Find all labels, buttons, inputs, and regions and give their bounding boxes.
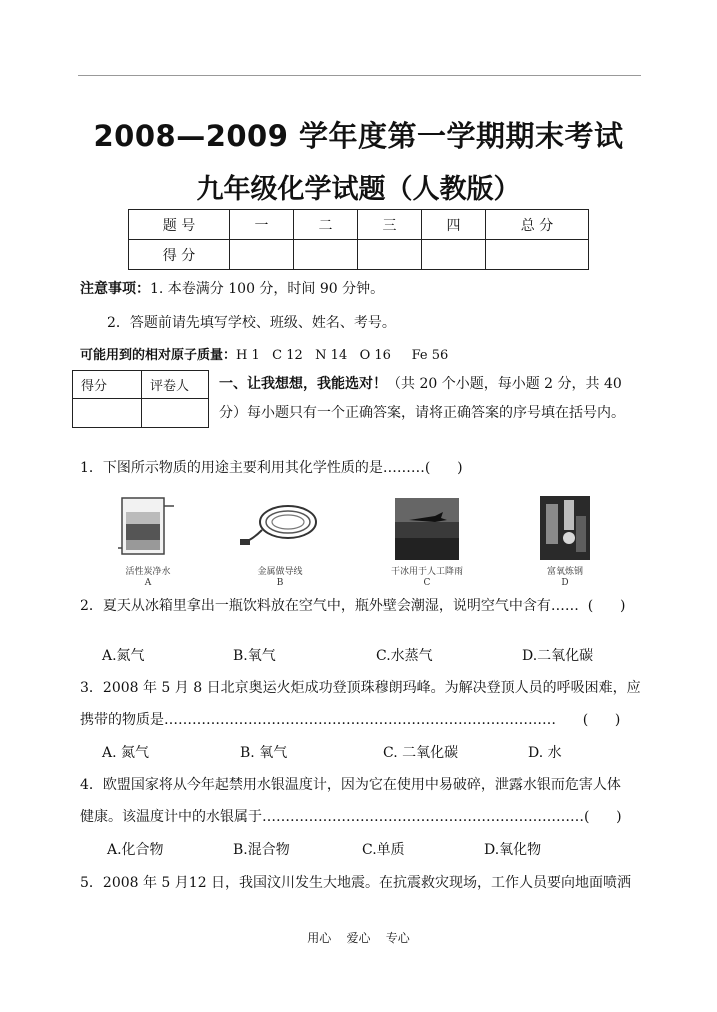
score-table-score-row bbox=[129, 240, 589, 270]
question-3-stem-1: 3．2008 年 5 月 8 日北京奥运火炬成功登顶珠穆朗玛峰。为解决登顶人员的呼吸困难，应 bbox=[80, 680, 641, 696]
figure-d-letter: D bbox=[561, 578, 569, 588]
figure-wire-image bbox=[238, 498, 322, 552]
atomic-mass-line bbox=[80, 344, 448, 363]
exam-title: 2008—2009 学年度第一学期期末考试 bbox=[93, 119, 624, 153]
score-cell-1[interactable] bbox=[230, 240, 294, 270]
grader-name-label: 评卷人 bbox=[142, 371, 209, 399]
score-table bbox=[128, 209, 589, 270]
figure-b-caption-block bbox=[240, 567, 320, 589]
figure-d-caption: 富氧炼钢 bbox=[546, 567, 583, 577]
figure-activated-carbon-image bbox=[118, 494, 176, 558]
section1-text-2: 分）每小题只有一个正确答案，请将正确答案的序号填在括号内。 bbox=[219, 405, 625, 421]
question-2-option-b[interactable]: B.氧气 bbox=[233, 648, 276, 664]
exam-subtitle: 九年级化学试题（人教版） bbox=[196, 174, 521, 205]
figure-d-caption-block bbox=[525, 567, 605, 589]
figure-c-letter: C bbox=[423, 578, 431, 588]
atomic-mass-label: 可能用到的相对原子质量： bbox=[80, 348, 237, 363]
question-2-option-d[interactable]: D.二氧化碳 bbox=[522, 648, 594, 664]
score-row-label: 得 分 bbox=[129, 240, 230, 270]
atomic-mass-values: H 1 C 12 N 14 O 16 Fe 56 bbox=[236, 348, 449, 363]
score-cell-4[interactable] bbox=[422, 240, 486, 270]
figure-c-caption: 干冰用于人工降雨 bbox=[390, 567, 463, 577]
figure-c-caption-block bbox=[375, 567, 479, 589]
figure-a-letter: A bbox=[144, 578, 152, 588]
question-4-stem-2: 健康。该温度计中的水银属于……………………………………………………………( ) bbox=[80, 809, 622, 825]
question-2-option-c[interactable]: C.水蒸气 bbox=[376, 648, 433, 664]
figure-steelmaking-image bbox=[540, 496, 590, 560]
figure-b-caption: 金属做导线 bbox=[257, 567, 303, 577]
grader-name-cell[interactable] bbox=[142, 399, 209, 428]
score-cell-3[interactable] bbox=[358, 240, 422, 270]
question-4-option-b[interactable]: B.混合物 bbox=[233, 842, 290, 858]
figure-dry-ice-image bbox=[395, 498, 459, 560]
question-3-stem-2: 携带的物质是………………………………………………………………………… ( ) bbox=[80, 712, 621, 728]
question-2-stem: 2．夏天从冰箱里拿出一瓶饮料放在空气中，瓶外壁会潮湿，说明空气中含有…… ( ) bbox=[80, 598, 626, 614]
figure-b-letter: B bbox=[276, 578, 284, 588]
notes-line-1 bbox=[80, 278, 384, 298]
question-4-option-c[interactable]: C.单质 bbox=[362, 842, 405, 858]
figure-a-caption-block bbox=[108, 567, 188, 589]
notes-item-2: 2．答题前请先填写学校、班级、姓名、考号。 bbox=[107, 315, 396, 331]
question-1-stem: 1．下图所示物质的用途主要利用其化学性质的是………( ) bbox=[80, 460, 463, 476]
score-cell-2[interactable] bbox=[294, 240, 358, 270]
score-header-2: 二 bbox=[294, 210, 358, 240]
notes-item-1: 1. 本卷满分 100 分，时间 90 分钟。 bbox=[150, 281, 385, 297]
score-header-4: 四 bbox=[422, 210, 486, 240]
question-4-stem-1: 4．欧盟国家将从今年起禁用水银温度计，因为它在使用中易破碎，泄露水银而危害人体 bbox=[80, 777, 621, 793]
question-3-option-d[interactable]: D. 水 bbox=[528, 745, 562, 761]
score-header-1: 一 bbox=[230, 210, 294, 240]
figure-a-caption: 活性炭净水 bbox=[125, 567, 171, 577]
grader-score-label: 得分 bbox=[73, 371, 142, 399]
score-table-header-row bbox=[129, 210, 589, 240]
page-footer: 用心 爱心 专心 bbox=[307, 931, 410, 945]
header-rule bbox=[78, 75, 641, 76]
score-header-label: 题 号 bbox=[129, 210, 230, 240]
score-header-total: 总 分 bbox=[486, 210, 589, 240]
score-cell-total[interactable] bbox=[486, 240, 589, 270]
question-3-option-b[interactable]: B. 氧气 bbox=[240, 745, 288, 761]
score-header-3: 三 bbox=[358, 210, 422, 240]
question-3-option-a[interactable]: A. 氮气 bbox=[102, 745, 150, 761]
section1-heading: 一、让我想想，我能选对！ bbox=[219, 376, 387, 392]
section1-text-1: （共 20 个小题，每小题 2 分，共 40 bbox=[387, 376, 622, 392]
section1-line-1 bbox=[219, 373, 622, 393]
grader-score-cell[interactable] bbox=[73, 399, 142, 428]
question-3-option-c[interactable]: C. 二氧化碳 bbox=[383, 745, 459, 761]
question-4-option-d[interactable]: D.氧化物 bbox=[484, 842, 542, 858]
question-5-stem-1: 5．2008 年 5 月12 日，我国汶川发生大地震。在抗震救灾现场，工作人员要向地面喷洒 bbox=[80, 875, 632, 891]
question-2-option-a[interactable]: A.氮气 bbox=[102, 648, 145, 664]
grader-table bbox=[72, 370, 209, 428]
notes-label: 注意事项： bbox=[80, 281, 150, 297]
question-4-option-a[interactable]: A.化合物 bbox=[107, 842, 164, 858]
